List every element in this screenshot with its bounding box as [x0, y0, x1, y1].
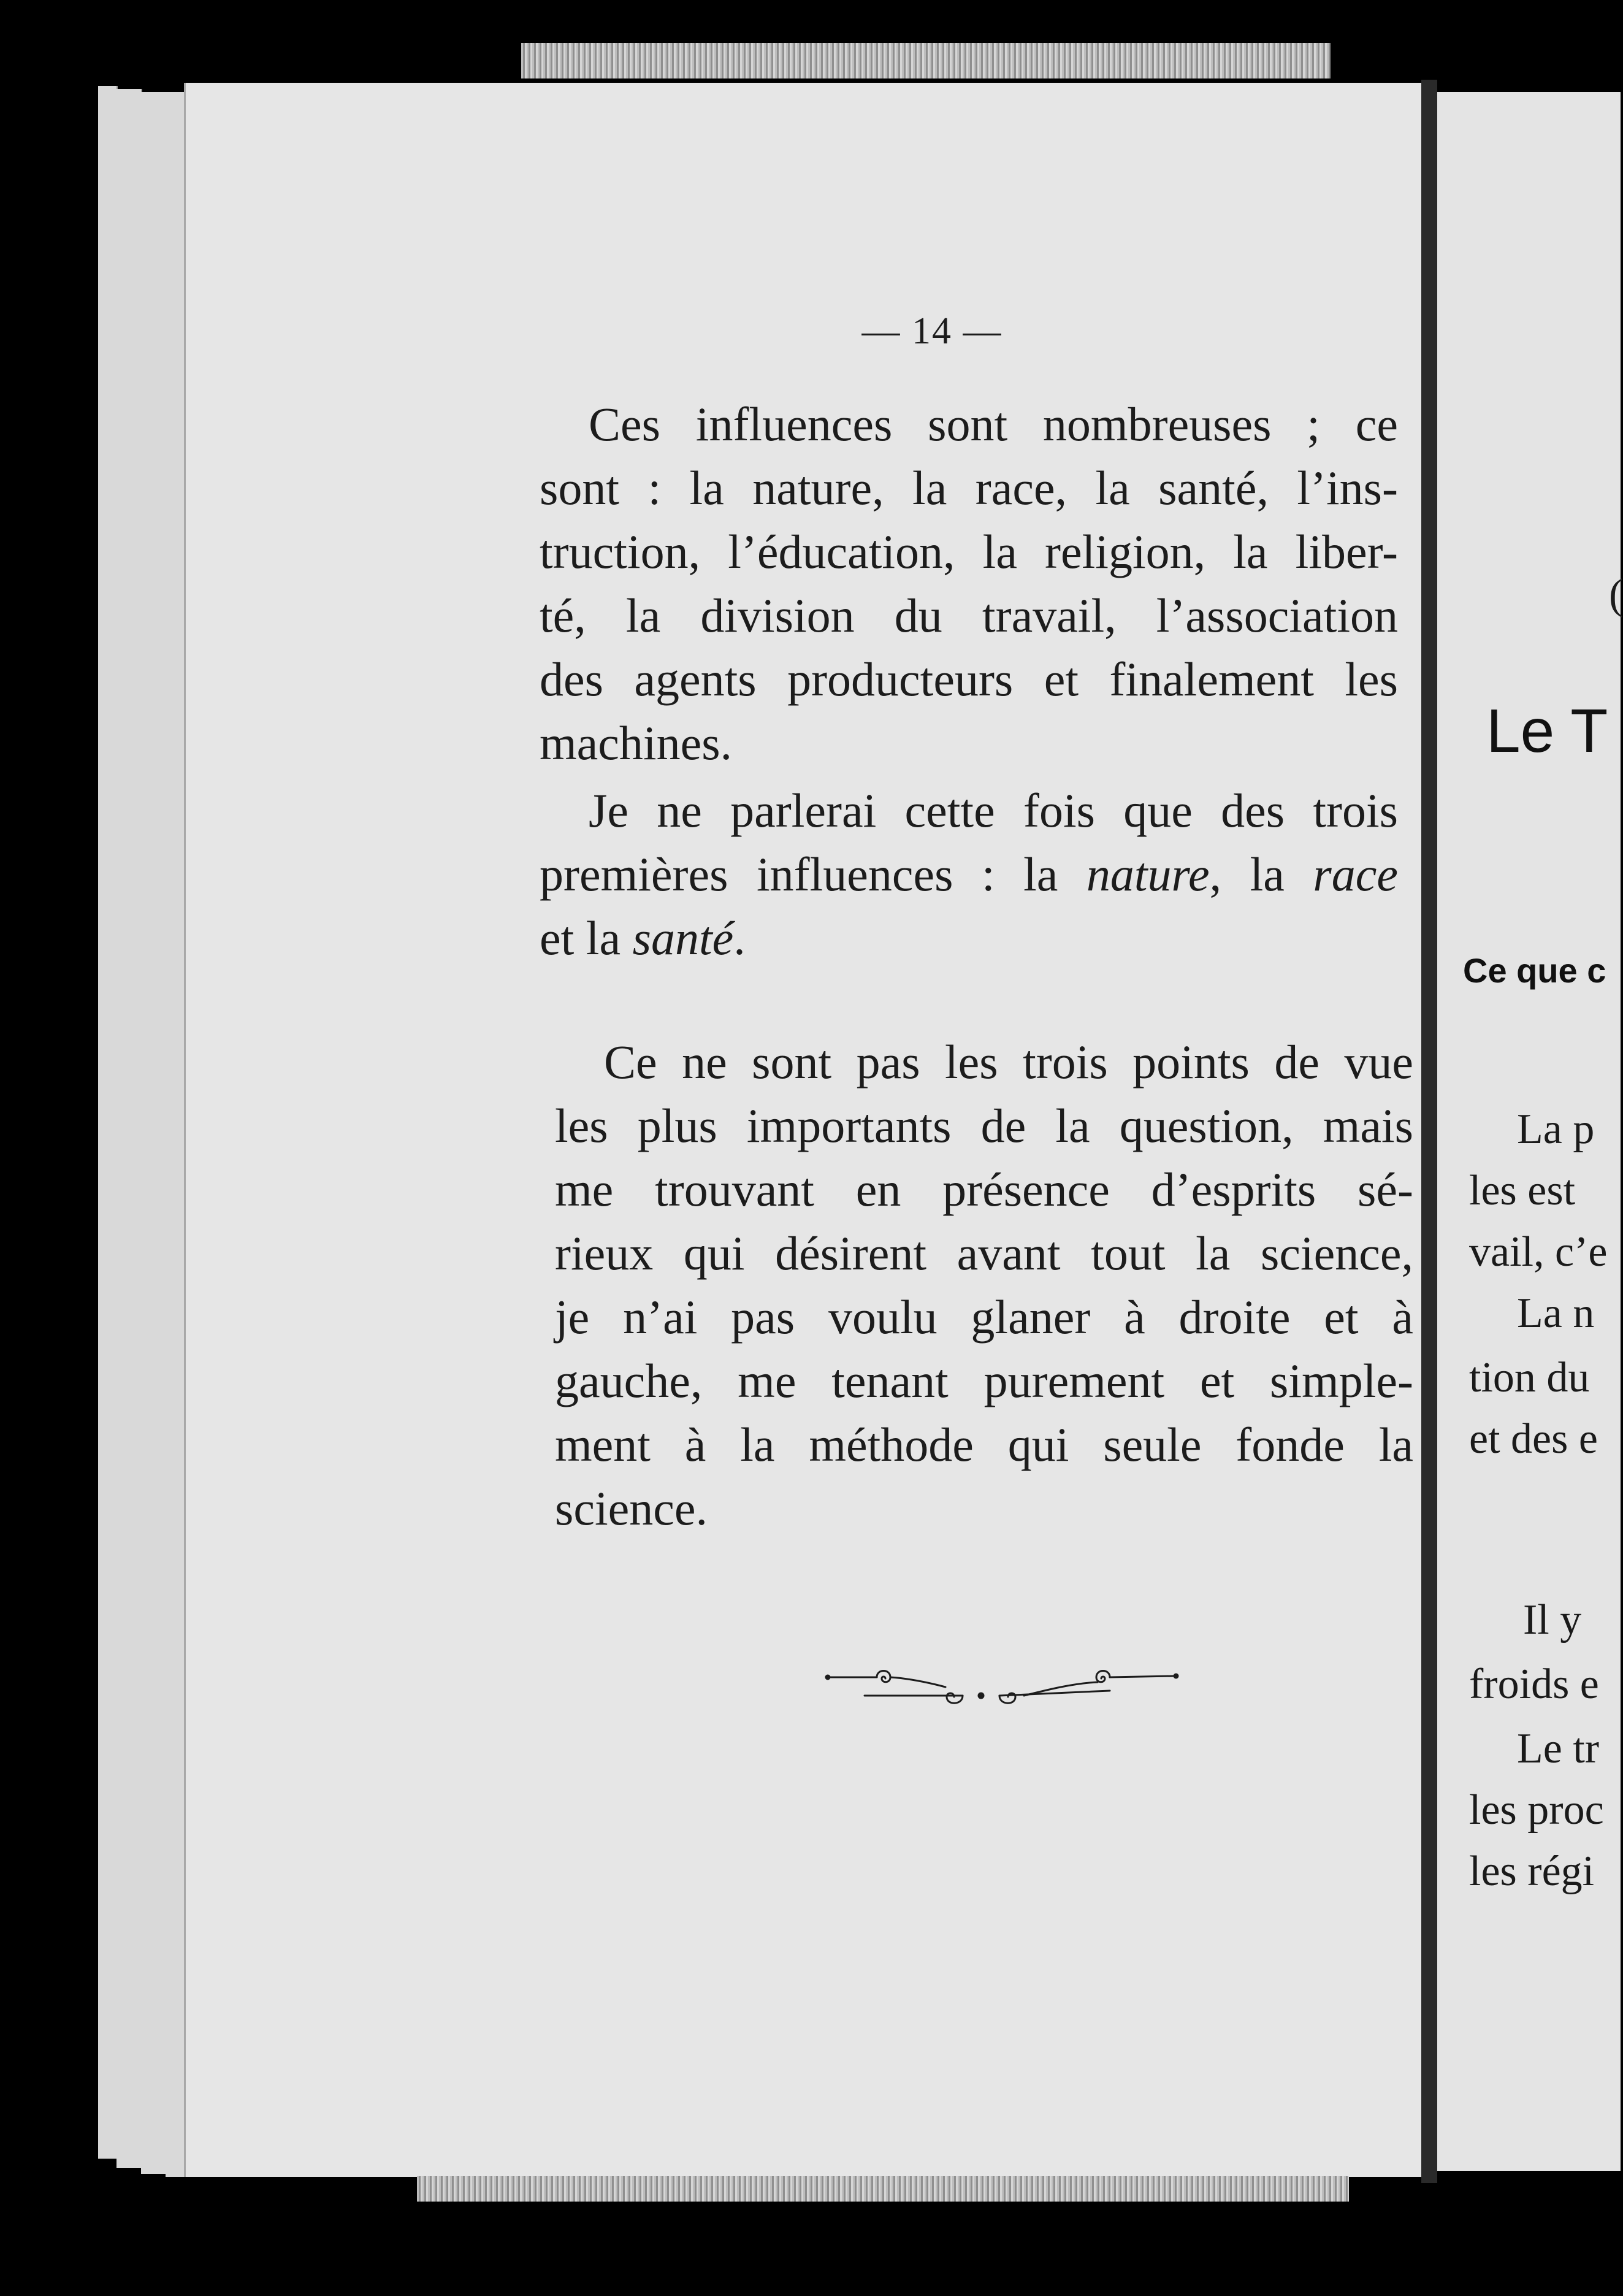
partial-subheading: Ce que c: [1463, 951, 1606, 990]
text-fragment: , la: [1209, 848, 1313, 901]
right-page: [1437, 92, 1621, 2171]
page-edge-2: [116, 89, 142, 2168]
paragraph-1: [540, 392, 1398, 775]
paragraph-2: [540, 779, 1398, 970]
text-line: les plus importants de la question, mais: [555, 1099, 1413, 1152]
paragraph-3: [555, 1030, 1413, 1540]
page-number: — 14 —: [861, 310, 1002, 352]
text-line: je n’ai pas voulu glaner à droite et à: [555, 1290, 1413, 1344]
partial-line: et des e: [1469, 1415, 1598, 1463]
partial-line: La p: [1517, 1106, 1595, 1153]
text-fragment: et la: [540, 911, 633, 965]
partial-line: La n: [1517, 1290, 1595, 1337]
text-line: té, la division du travail, l’association: [540, 589, 1398, 642]
text-line: [540, 906, 1398, 970]
text-fragment: .: [733, 911, 746, 965]
partial-line: les est: [1469, 1167, 1576, 1214]
partial-line: Il y: [1523, 1596, 1582, 1644]
text-line: me trouvant en présence d’esprits sé-: [555, 1163, 1413, 1216]
text-line: des agents producteurs et finalement les: [540, 652, 1398, 706]
text-line: science.: [555, 1482, 708, 1535]
partial-heading: Le T: [1486, 697, 1608, 765]
film-strip-top: [521, 43, 1331, 78]
text-line: rieux qui désirent avant tout la science,: [555, 1226, 1413, 1280]
italic-word-race: race: [1313, 848, 1398, 901]
partial-line: vail, c’e: [1469, 1228, 1608, 1276]
text-fragment: premières influences : la: [540, 848, 1086, 901]
partial-line: Le tr: [1517, 1725, 1600, 1772]
italic-word-nature: nature: [1086, 848, 1210, 901]
page-edge-1: [98, 86, 118, 2159]
text-line: truction, l’éducation, la religion, la liber-: [540, 525, 1398, 578]
text-line: ment à la méthode qui seule fonde la: [555, 1418, 1413, 1471]
text-line: Je ne parlerai cette fois que des trois: [589, 784, 1398, 837]
partial-line: tion du: [1469, 1354, 1590, 1401]
text-line: Ces influences sont nombreuses ; ce: [589, 397, 1398, 451]
ornament-icon: [822, 1659, 1190, 1714]
page-edge-3: [141, 92, 167, 2174]
text-line: Ce ne sont pas les trois points de vue: [604, 1035, 1413, 1089]
partial-line: les régi: [1469, 1848, 1595, 1895]
film-strip-bottom: [417, 2176, 1349, 2202]
partial-line: les proc: [1469, 1786, 1604, 1834]
text-line: machines.: [540, 716, 733, 770]
text-line: [540, 843, 1398, 906]
partial-character: (: [1609, 571, 1623, 618]
text-line: sont : la nature, la race, la santé, l’ins-: [540, 461, 1398, 515]
book-gutter: [1421, 80, 1437, 2183]
partial-line: froids e: [1469, 1661, 1599, 1708]
italic-word-sante: santé: [632, 911, 734, 965]
text-line: gauche, me tenant purement et simple-: [555, 1354, 1413, 1407]
